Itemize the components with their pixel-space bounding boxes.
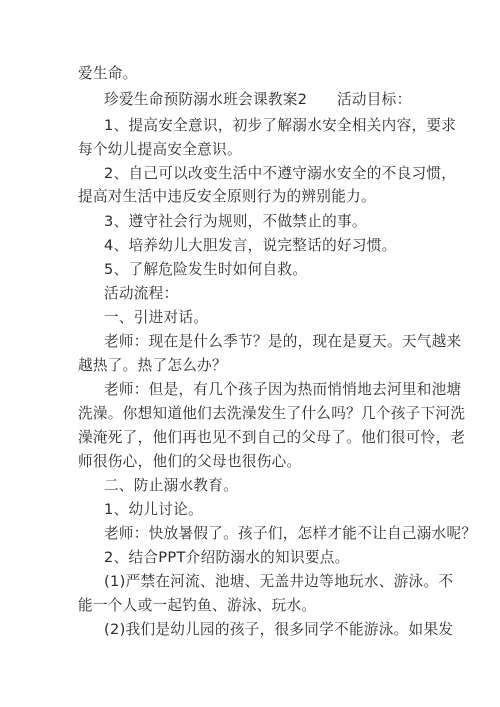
text-line: 洗澡。你想知道他们去洗澡发生了什么吗？几个孩子下河洗: [78, 405, 466, 422]
text-line: 提高对生活中违反安全原则行为的辨别能力。: [78, 188, 376, 205]
text-line: 爱生命。: [78, 65, 138, 82]
text-line: 3、遵守社会行为规则，不做禁止的事。: [104, 213, 367, 230]
text-line: 老师：现在是什么季节？是的，现在是夏天。天气越来: [104, 333, 462, 350]
text-line: 1、幼儿讨论。: [104, 501, 203, 518]
text-line: 2、自己可以改变生活中不遵守溺水安全的不良习惯，: [104, 165, 457, 182]
text-line: 每个幼儿提高安全意识。: [78, 141, 242, 158]
text-line: 老师：快放暑假了。孩子们，怎样才能不让自己溺水呢？: [104, 525, 477, 542]
text-line: (2)我们是幼儿园的孩子，很多同学不能游泳。如果发: [104, 621, 454, 638]
text-line: 师很伤心，他们的父母也很伤心。: [78, 453, 302, 470]
text-line: (1)严禁在河流、池塘、无盖井边等地玩水、游泳。不: [104, 573, 454, 590]
section-heading: 二、防止溺水教育。: [104, 477, 239, 494]
text-line: 澡淹死了，他们再也见不到自己的父母了。他们很可怜，老: [78, 429, 466, 446]
text-line: 2、结合PPT介绍防溺水的知识要点。: [104, 549, 350, 566]
text-line: 一、引进对话。: [104, 309, 209, 326]
text-line: 1、提高安全意识，初步了解溺水安全相关内容，要求: [104, 117, 457, 134]
text-line: 5、了解危险发生时如何自救。: [104, 261, 308, 278]
section-heading: 活动流程：: [104, 285, 179, 302]
section-heading: 珍爱生命预防溺水班会课教案2 活动目标：: [104, 91, 412, 108]
text-line: 老师：但是，有几个孩子因为热而悄悄地去河里和池塘: [104, 381, 462, 398]
text-line: 越热了。热了怎么办？: [78, 357, 227, 374]
text-line: 4、培养幼儿大胆发言，说完整话的好习惯。: [104, 237, 397, 254]
text-line: 能一个人或一起钓鱼、游泳、玩水。: [78, 597, 317, 614]
